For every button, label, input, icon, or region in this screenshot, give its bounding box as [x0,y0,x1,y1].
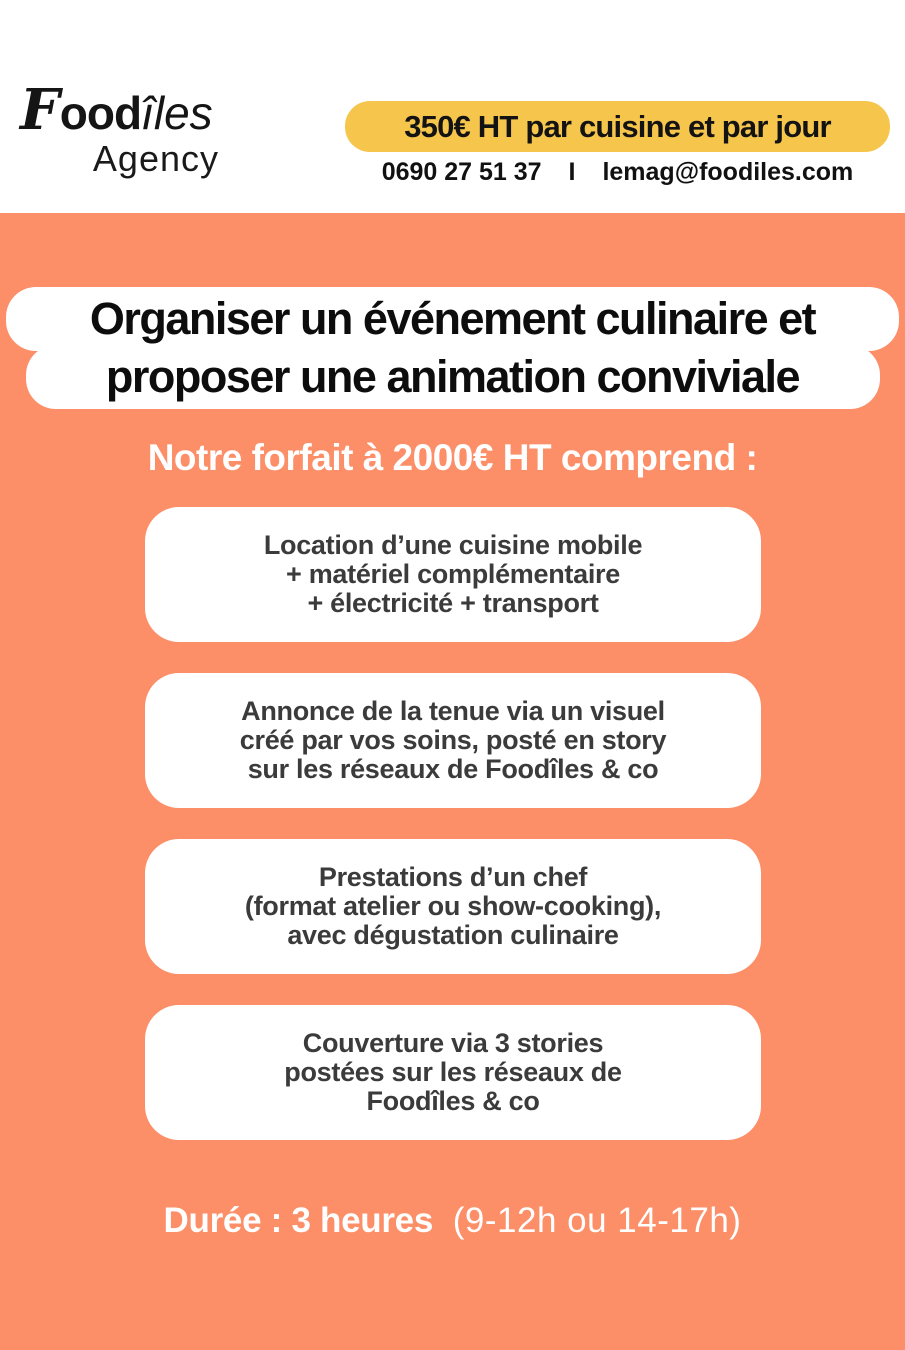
card-line: sur les réseaux de Foodîles & co [247,754,659,784]
phone-number: 0690 27 51 37 [381,158,542,186]
package-card-stories [145,1005,761,1140]
package-card-announcement [145,673,761,808]
duration-label: Durée : 3 heures [163,1201,434,1240]
card-line: (format atelier ou show-cooking), [244,891,662,921]
card-line: Location d’une cuisine mobile [263,530,643,560]
package-card-kitchen-rental [145,507,761,642]
brand-name-food: ood [59,87,142,139]
email-address: lemag@foodiles.com [602,158,854,186]
brand-logo [20,77,225,179]
card-line: postées sur les réseaux de [284,1057,622,1087]
card-line: avec dégustation culinaire [287,920,619,950]
package-card-list [145,507,761,1140]
header [0,0,905,213]
brand-name-iles: îles [141,87,213,139]
card-line: Couverture via 3 stories [302,1028,604,1058]
title-line-2: proposer une animation conviviale [26,345,880,409]
card-line: Prestations d’un chef [318,862,588,892]
duration-timeslots: (9-12h ou 14-17h) [452,1201,742,1240]
price-badge-label: 350€ HT par cuisine et par jour [404,108,831,144]
subtitle: Notre forfait à 2000€ HT comprend : [147,437,758,478]
card-line: Foodîles & co [366,1086,540,1116]
card-line: créé par vos soins, posté en story [239,725,667,755]
duration-line [0,1201,905,1241]
contact-line [345,158,890,187]
contact-separator: I [568,158,576,186]
brand-subname: Agency [92,138,219,179]
title-block [0,287,905,409]
card-line: Annonce de la tenue via un visuel [241,696,665,726]
package-card-chef [145,839,761,974]
price-badge [345,101,890,152]
card-line: + électricité + transport [307,588,599,618]
brand-letter-f: F [20,77,60,143]
card-line: + matériel complémentaire [286,559,620,589]
brand-name [20,77,225,143]
title-line-1: Organiser un événement culinaire et [6,287,899,351]
